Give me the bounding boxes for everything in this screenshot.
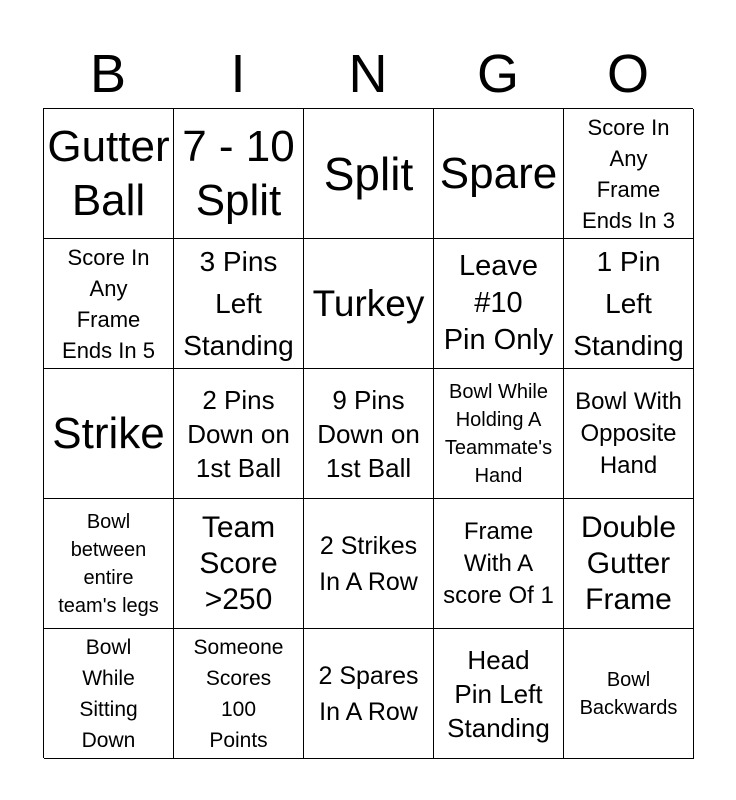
bingo-cell[interactable]	[174, 499, 304, 629]
cell-text: Spare	[439, 148, 558, 198]
cell-text: Score In Any Frame Ends In 5	[62, 244, 155, 363]
cell-text: Strike	[52, 408, 165, 458]
bingo-cell[interactable]	[304, 369, 434, 499]
bingo-cell[interactable]	[564, 629, 694, 759]
bingo-cell[interactable]	[304, 499, 434, 629]
bingo-cell[interactable]	[174, 239, 304, 369]
cell-text: Split	[323, 147, 414, 200]
cell-text: Score In Any Frame Ends In 3	[582, 114, 675, 233]
bingo-cell[interactable]	[434, 109, 564, 239]
bingo-cell[interactable]	[174, 109, 304, 239]
bingo-cell[interactable]	[434, 369, 564, 499]
cell-text: 1 Pin Left Standing	[573, 245, 684, 361]
bingo-board	[43, 108, 693, 758]
header-letter-i: I	[230, 44, 246, 104]
header-letter-b: B	[89, 44, 127, 104]
cell-text: 2 Strikes In A Row	[319, 531, 418, 596]
bingo-cell[interactable]	[304, 629, 434, 759]
cell-text: Bowl With Opposite Hand	[575, 387, 682, 479]
bingo-cell[interactable]	[434, 239, 564, 369]
bingo-cell[interactable]	[434, 499, 564, 629]
cell-text: Head Pin Left Standing	[447, 644, 550, 743]
bingo-cell[interactable]	[44, 369, 174, 499]
bingo-cell[interactable]	[44, 239, 174, 369]
cell-text: 7 - 10 Split	[182, 121, 295, 225]
cell-text: 9 Pins Down on 1st Ball	[317, 384, 420, 483]
bingo-cell[interactable]	[564, 239, 694, 369]
cell-text: Bowl Backwards	[579, 668, 678, 719]
bingo-cell[interactable]	[44, 499, 174, 629]
cell-text: Someone Scores 100 Points	[193, 635, 284, 752]
cell-text: Gutter Ball	[47, 121, 170, 225]
bingo-cell[interactable]	[44, 109, 174, 239]
cell-text: Bowl between entire team's legs	[58, 510, 159, 617]
cell-text: Leave #10 Pin Only	[443, 250, 554, 356]
header-letter-n: N	[348, 44, 388, 104]
bingo-cell[interactable]	[434, 629, 564, 759]
cell-text: Bowl While Sitting Down	[79, 635, 138, 752]
cell-text: 2 Spares In A Row	[318, 661, 419, 726]
header-letter-o: O	[606, 44, 649, 104]
cell-text: Turkey	[312, 282, 425, 324]
cell-text: Bowl While Holding A Teammate's Hand	[444, 380, 553, 487]
cell-text: Double Gutter Frame	[580, 510, 677, 616]
bingo-cell[interactable]	[44, 629, 174, 759]
header-letter-g: G	[476, 44, 519, 104]
cell-text: 3 Pins Left Standing	[183, 245, 294, 361]
cell-text: Team Score >250	[199, 510, 278, 616]
bingo-cell[interactable]	[564, 499, 694, 629]
bingo-cell[interactable]	[564, 109, 694, 239]
bingo-cell[interactable]	[304, 239, 434, 369]
cell-text: Frame With A score Of 1	[443, 517, 554, 609]
bingo-header	[43, 42, 693, 106]
bingo-cell[interactable]	[564, 369, 694, 499]
bingo-cell[interactable]	[174, 629, 304, 759]
bingo-cell[interactable]	[174, 369, 304, 499]
bingo-cell[interactable]	[304, 109, 434, 239]
cell-text: 2 Pins Down on 1st Ball	[187, 384, 290, 483]
